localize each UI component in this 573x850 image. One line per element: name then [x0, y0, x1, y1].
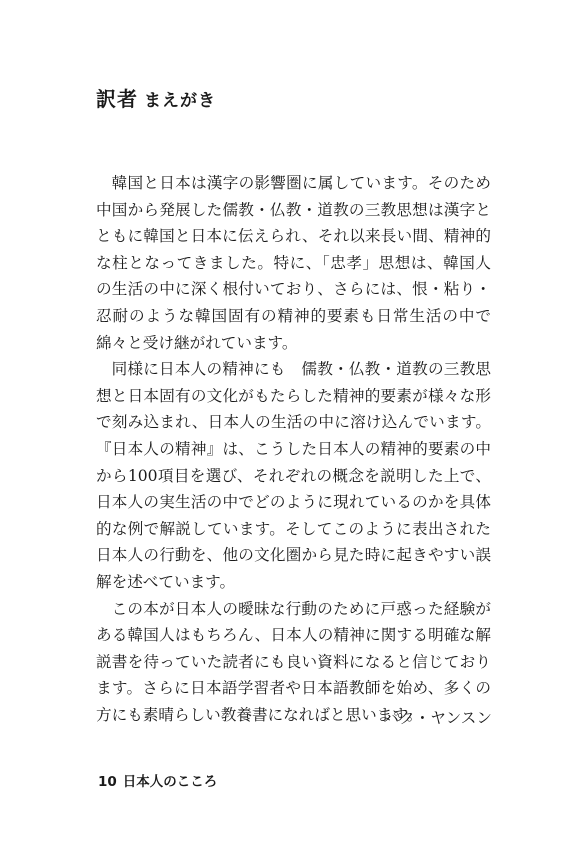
- paragraph-2: 同様に日本人の精神にも 儒教・仏教・道教の三教思想と日本固有の文化がもたらした精神的要素が様々な形で刻み込まれ、日本人の生活の中に溶け込んでいます。『日本人の精神』は、こうした日本人の精神的要素の中から100項目を選び、それぞれの概念を説明した上で、日本人の実生活の中でどのように現れているのかを具体的な例で解説しています。そしてこのように表出された日本人の行動を、他の文化圏から見た時に起きやすい誤解を述べています。: [96, 360, 491, 591]
- translator-signature: パク・ヤンスン: [383, 709, 492, 727]
- heading-main: 訳者: [96, 87, 138, 111]
- page-number: 10: [98, 774, 117, 790]
- body-text: [96, 170, 491, 728]
- paragraph-1: 韓国と日本は漢字の影響圏に属しています。そのため中国から発展した儒教・仏教・道教の三教思想は漢字とともに韓国と日本に伝えられ、それ以来長い間、精神的な柱となってきました。特に、「忠孝」思想は、韓国人の生活の中に深く根付いており、さらには、恨・粘り・忍耐のような韓国固有の精神的要素も日常生活の中で綿々と受け継がれています。: [96, 174, 491, 352]
- page-footer: [98, 770, 217, 790]
- paragraph-3: この本が日本人の曖昧な行動のために戸惑った経験がある韓国人はもちろん、日本人の精神に関する明確な解説書を待っていた読者にも良い資料になると信じております。さらに日本語学習者や日本語教師を始め、多くの方にも素晴らしい教養書になればと思います。: [96, 599, 491, 724]
- heading-sub: まえがき: [144, 91, 216, 111]
- section-heading: [96, 83, 216, 112]
- running-title: 日本人のこころ: [122, 774, 218, 790]
